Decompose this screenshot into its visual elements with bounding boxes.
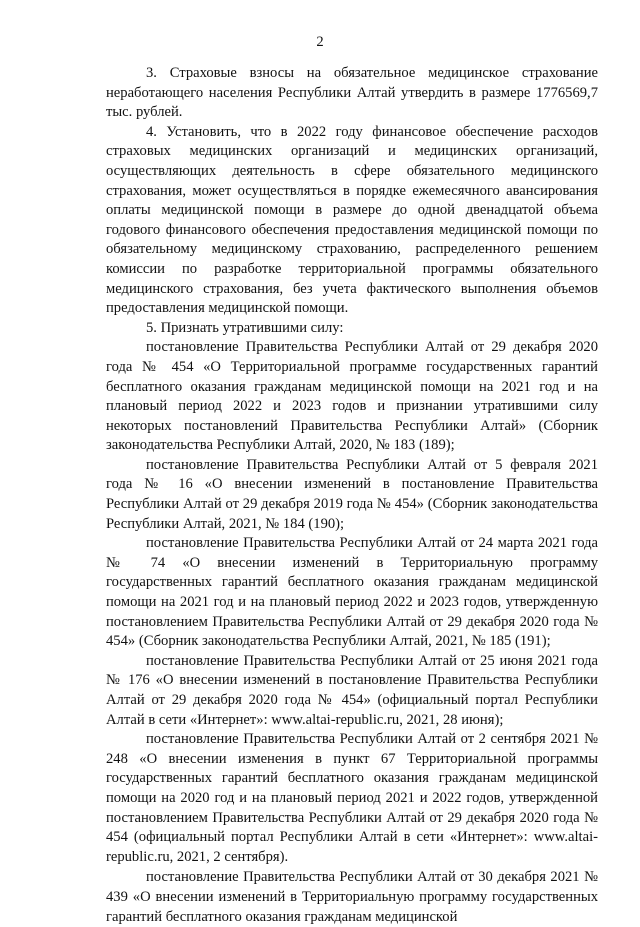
paragraph-repealed-act-439: постановление Правительства Республики Алтай от 30 декабря 2021 № 439 «О внесении изменений в Территориальную программу государственных гарантий бесплатного оказания гражданам медицинской <box>106 869 598 925</box>
paragraph-advance-financing: 4. Установить, что в 2022 году финансовое обеспечение расходов страховых медицинских организаций и медицинских организаций, осуществляющих деятельность в сфере обязательного медицинского страхования, может осуществляться в порядке ежемесячного авансирования оплаты медицинской помощи в размере до одной двенадцатой объема годового финансового обеспечения предоставления медицинской помощи по обязательному медицинскому страхованию, распределенного решением комиссии по разработке территориальной программы обязательного медицинского страхования, без учета фактического выполнения объемов предоставления медицинской помощи. <box>106 123 598 317</box>
paragraph-insurance-contributions: 3. Страховые взносы на обязательное медицинское страхование неработающего населения Республики Алтай утвердить в размере 1776569,7 тыс. рублей. <box>106 65 598 121</box>
paragraph-repealed-act-454: постановление Правительства Республики Алтай от 29 декабря 2020 года № 454 «О Территориальной программе государственных гарантий бесплатного оказания гражданам медицинской помощи на 2021 год и на плановый период 2022 и 2023 годов и признании утратившими силу некоторых постановлений Правительства Республики Алтай» (Сборник законодательства Республики Алтай, 2020, № 183 (189); <box>106 339 598 454</box>
paragraph-repealed-act-176: постановление Правительства Республики Алтай от 25 июня 2021 года № 176 «О внесении изменений в постановление Правительства Республики Алтай от 29 декабря 2020 года № 454» (официальный портал Республики Алтай в сети «Интернет»: www.altai-republic.ru, 2021, 28 июня); <box>106 652 598 728</box>
paragraph-repeal-heading: 5. Признать утратившими силу: <box>146 319 344 336</box>
paragraph-repealed-act-16: постановление Правительства Республики Алтай от 5 февраля 2021 года № 16 «О внесении изменений в постановление Правительства Республики Алтай от 29 декабря 2019 года № 454» (Сборник законодательства Республики Алтай, 2021, № 184 (190); <box>106 456 598 532</box>
page-number: 2 <box>316 34 324 50</box>
paragraph-repealed-act-74: постановление Правительства Республики Алтай от 24 марта 2021 года № 74 «О внесении изменений в Территориальную программу государственных гарантий бесплатного оказания гражданам медицинской помощи на 2021 год и на плановый период 2022 и 2023 годов, утвержденную постановлением Правительства Республики Алтай от 29 декабря 2020 года № 454» (Сборник законодательства Республики Алтай, 2021, № 185 (191); <box>106 535 598 650</box>
document-body <box>106 64 598 927</box>
paragraph-repealed-act-248: постановление Правительства Республики Алтай от 2 сентября 2021 № 248 «О внесении изменения в пункт 67 Территориальной программы государственных гарантий бесплатного оказания гражданам медицинской помощи на 2020 год и на плановый период 2021 и 2022 годов, утвержденной постановлением Правительства Республики Алтай от 29 декабря 2020 года № 454 (официальный портал Республики Алтай в сети «Интернет»: www.altai-republic.ru, 2021, 2 сентября). <box>106 731 598 865</box>
